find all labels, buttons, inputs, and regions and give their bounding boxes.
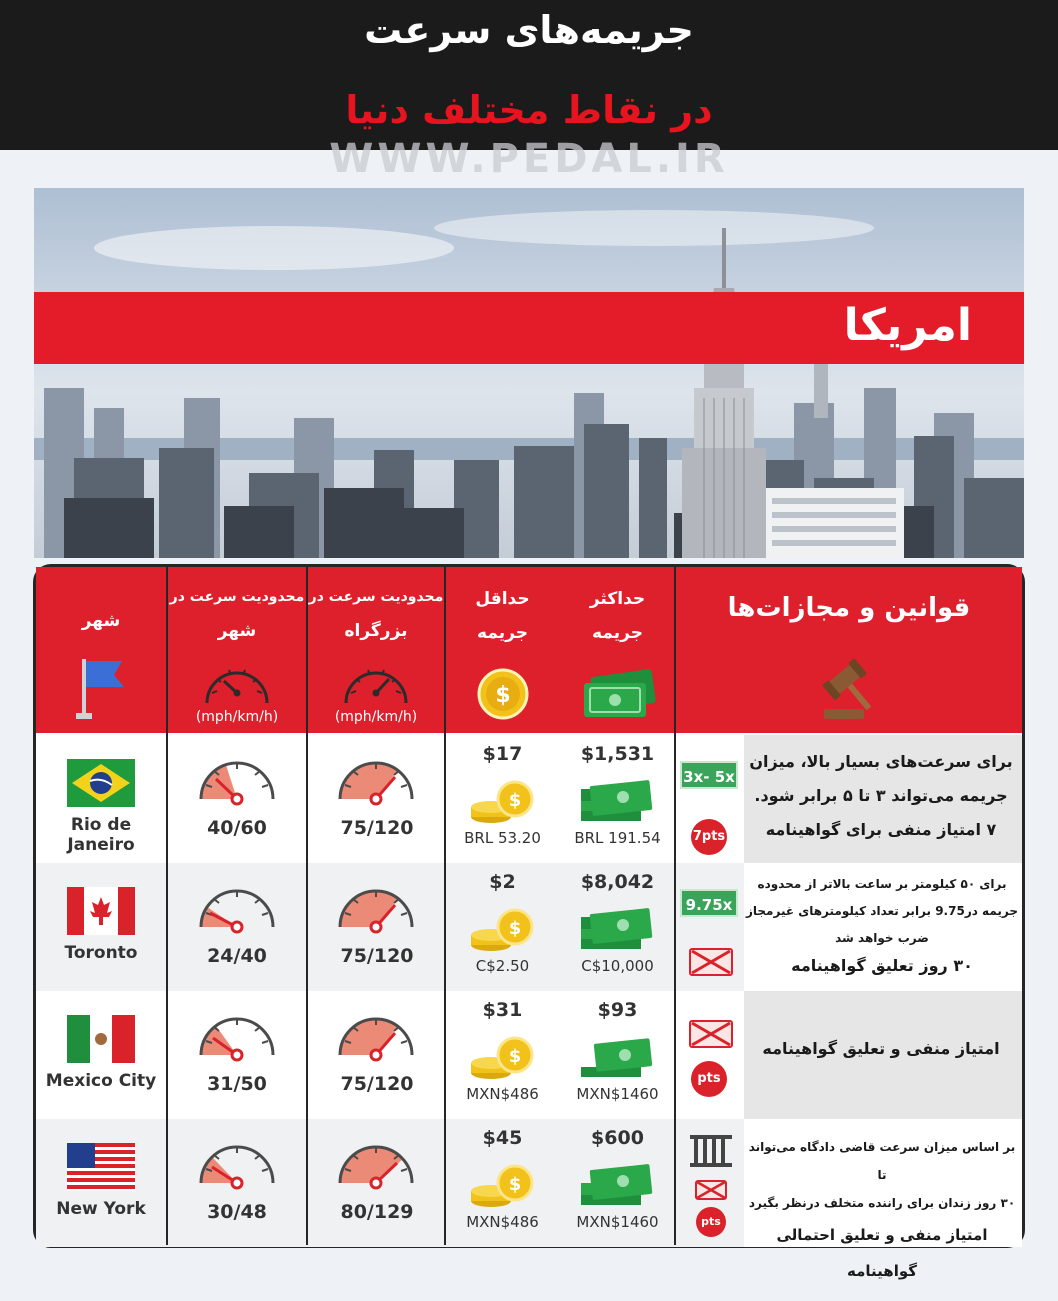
min-fine-cell [446,1119,559,1247]
column-divider [444,567,446,1245]
table-row [36,863,1022,991]
country-label: امریکا [843,300,972,351]
laws-cell [676,735,1022,863]
highway-limit-value: 75/120 [340,945,414,967]
city-name: Mexico City [45,1071,157,1091]
header-max-fine: حداکثر جریمه [561,567,674,733]
header-laws: قوانین و مجازات‌ها [676,567,1022,733]
max-fine-usd: $1,531 [580,743,655,765]
coin-icon [476,667,530,721]
speedometer-icon [194,1011,280,1075]
speedometer-icon [194,883,280,947]
min-fine-cell [446,863,559,991]
multiplier-badge: 9.75x [680,889,738,917]
city-limit-cell [168,863,306,991]
min-fine-usd: $31 [482,999,523,1021]
city-limit-cell [168,1119,306,1247]
cash-stack-icon [577,905,655,953]
speedometer-outline-icon [202,659,272,707]
speedometer-icon [333,755,419,819]
city-name: New York [56,1199,146,1219]
fines-table [33,564,1025,1280]
gavel-icon [816,657,886,721]
table-row [36,991,1022,1119]
banknotes-icon [578,671,658,723]
column-divider [166,567,168,1245]
jail-icon [688,1133,734,1169]
svg-text:$: $ [508,1046,522,1067]
highway-limit-cell [308,735,444,863]
city-limit-cell [168,735,306,863]
svg-text:$: $ [495,683,511,708]
points-badge: pts [691,1061,727,1097]
city-limit-value: 30/48 [207,1201,267,1223]
min-fine-local: MXN$486 [466,1213,539,1231]
max-fine-local: MXN$1460 [576,1213,659,1231]
header-city: شهر [36,567,166,733]
max-fine-usd: $8,042 [580,871,655,893]
table-row [36,735,1022,863]
min-fine-cell [446,735,559,863]
min-fine-usd: $17 [482,743,523,765]
flag-icon [72,653,132,723]
suspended-license-icon [688,1019,734,1049]
suspended-license-icon [688,947,734,977]
header-highway-limit: محدودیت سرعت در بزرگراه (mph/km/h) [308,589,444,725]
highway-limit-cell [308,991,444,1119]
cash-stack-icon [577,777,655,825]
brazil-flag-icon [67,759,135,807]
city-name: Rio de Janeiro [67,815,135,855]
min-fine-local: BRL 53.20 [464,829,541,847]
law-description: بر اساس میزان سرعت قاضی دادگاه می‌تواند تا ۳۰ روز زندان برای راننده متخلف درنظر بگیرد امتیاز منفی و تعلیق احتمالی گواهینامه [748,1140,1016,1280]
watermark-text: WWW.PEDAL.IR [329,136,729,182]
multiplier-badge: 3x- 5x [680,761,738,789]
laws-cell [676,1119,1022,1280]
svg-text:$: $ [508,790,522,811]
city-limit-value: 31/50 [207,1073,267,1095]
points-badge: 7pts [691,819,727,855]
speedometer-icon [333,1011,419,1075]
page-subtitle: در نقاط مختلف دنیا [345,88,713,132]
column-divider [306,567,308,1245]
hero-city-image [34,188,1024,558]
city-cell [36,863,166,991]
canada-flag-icon [67,887,135,935]
highway-limit-value: 75/120 [340,1073,414,1095]
mexico-flag-icon [67,1015,135,1063]
speedometer-icon [194,1139,280,1203]
min-fine-local: C$2.50 [475,957,530,975]
cash-stack-icon [577,1033,655,1081]
highway-limit-value: 75/120 [340,817,414,839]
svg-text:$: $ [508,918,522,939]
max-fine-usd: $93 [597,999,638,1021]
speedometer-icon [333,1139,419,1203]
page-title: جریمه‌های سرعت [364,8,694,52]
city-limit-value: 24/40 [207,945,267,967]
max-fine-local: MXN$1460 [576,1085,659,1103]
city-cell [36,1119,166,1247]
skyline-illustration [34,188,1024,558]
min-fine-usd: $45 [482,1127,523,1149]
max-fine-cell [561,991,674,1119]
suspended-license-icon [694,1179,728,1201]
max-fine-cell [561,1119,674,1247]
header-min-fine: حداقل جریمه $ [446,567,559,733]
coin-stack-icon [469,779,535,825]
highway-limit-cell [308,863,444,991]
laws-cell [676,991,1022,1119]
speedometer-icon [333,883,419,947]
coin-stack-icon [469,1035,535,1081]
min-fine-local: MXN$486 [466,1085,539,1103]
header-city-limit: محدودیت سرعت در شهر (mph/km/h) [169,589,305,725]
law-description: امتیاز منفی و تعلیق گواهینامه [762,1039,1000,1058]
points-badge: pts [696,1207,726,1237]
min-fine-usd: $2 [489,871,516,893]
max-fine-local: BRL 191.54 [574,829,661,847]
max-fine-cell [561,735,674,863]
cash-stack-icon [577,1161,655,1209]
city-name: Toronto [64,943,138,963]
highway-limit-value: 80/129 [340,1201,414,1223]
city-limit-cell [168,991,306,1119]
column-divider [674,567,676,1245]
min-fine-cell [446,991,559,1119]
city-limit-value: 40/60 [207,817,267,839]
city-cell [36,735,166,863]
coin-stack-icon [469,1163,535,1209]
coin-stack-icon [469,907,535,953]
law-description: برای ۵۰ کیلومتر بر ساعت بالاتر از محدوده جریمه در9.75 برابر تعداد کیلومترهای غیرمجاز ضرب خواهد شد ۳۰ روز تعلیق گواهینامه [745,877,1018,975]
max-fine-usd: $600 [591,1127,644,1149]
laws-cell [676,863,1022,991]
law-description: برای سرعت‌های بسیار بالا، میزان جریمه می‌تواند ۳ تا ۵ برابر شود. ۷ امتیاز منفی برای گواهینامه [749,752,1013,839]
speedometer-icon [194,755,280,819]
max-fine-local: C$10,000 [581,957,654,975]
svg-text:$: $ [508,1174,522,1195]
usa-flag-icon [67,1143,135,1191]
max-fine-cell [561,863,674,991]
city-cell [36,991,166,1119]
table-row [36,1119,1022,1280]
highway-limit-cell [308,1119,444,1247]
speedometer-outline-icon [341,659,411,707]
